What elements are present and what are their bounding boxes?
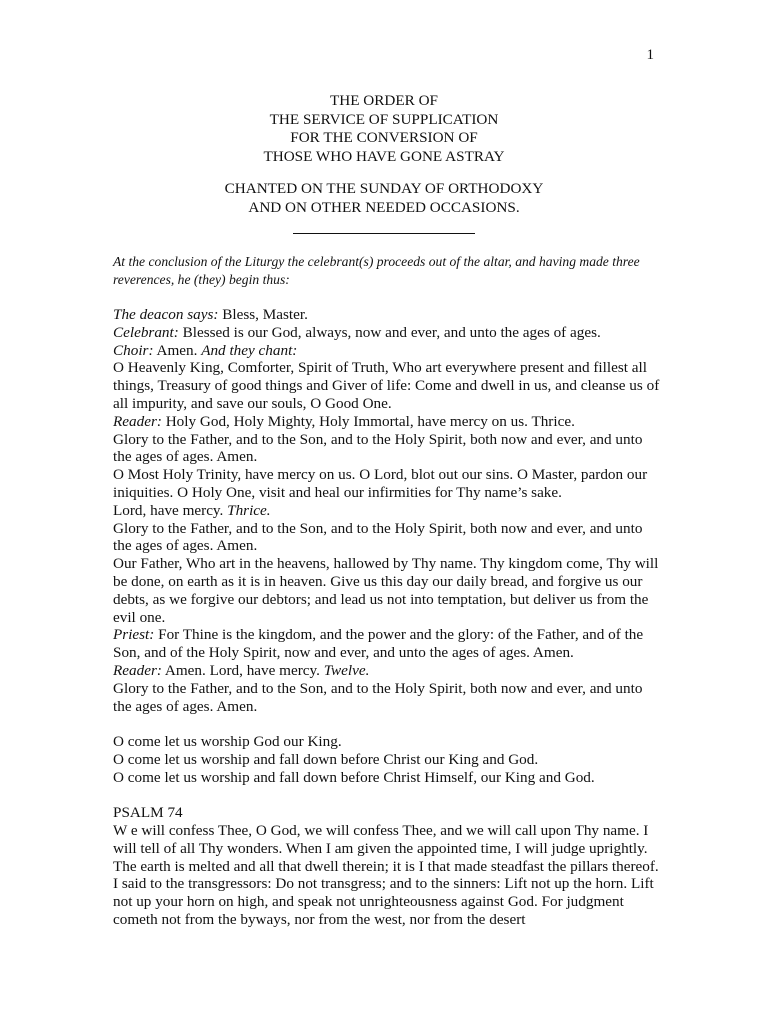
reader-amen-line — [113, 662, 661, 680]
deacon-text: Bless, Master. — [218, 305, 308, 323]
celebrant-line — [113, 324, 661, 342]
subtitle-line: AND ON OTHER NEEDED OCCASIONS. — [248, 198, 520, 216]
twelve-rubric: Twelve. — [323, 661, 370, 679]
psalm-heading: PSALM 74 — [113, 804, 183, 822]
glory-doxology: Glory to the Father, and to the Son, and to the Holy Spirit, both now and ever, and unto the ages of ages. Amen. — [113, 519, 643, 555]
heavenly-king-prayer: O Heavenly King, Comforter, Spirit of Truth, Who art everywhere present and fillest all things, Treasury of good things and Giver of life: Come and dwell in us, and cleanse us of all impurity, and save our souls, O Good One. — [113, 359, 660, 412]
celebrant-label: Celebrant: — [113, 323, 179, 341]
come-worship-line: O come let us worship and fall down before Christ Himself, our King and God. — [113, 768, 595, 786]
reader-trisagion-line — [113, 413, 661, 431]
glory-doxology: Glory to the Father, and to the Son, and to the Holy Spirit, both now and ever, and unto the ages of ages. Amen. — [113, 679, 643, 715]
choir-label: Choir: — [113, 341, 154, 359]
celebrant-text: Blessed is our God, always, now and ever, and unto the ages of ages. — [178, 323, 601, 341]
reader-amen-text: Amen. Lord, have mercy. — [161, 661, 324, 679]
priest-line — [113, 626, 661, 662]
title-line: THOSE WHO HAVE GONE ASTRAY — [263, 147, 505, 165]
choir-amen: Amen. — [153, 341, 202, 359]
page-number: 1 — [646, 47, 654, 63]
title-divider — [293, 233, 475, 234]
title-line: THE SERVICE OF SUPPLICATION — [269, 110, 499, 128]
choir-line — [113, 342, 661, 360]
choir-rubric: And they chant: — [201, 341, 298, 359]
psalm-text: W e will confess Thee, O God, we will confess Thee, and we will call upon Thy name. I will tell of all Thy wonders. When I am given the appointed time, I will judge uprightly. The earth is melted and all that dwell therein; it is I that made steadfast the pillars thereof. I said to the transgressors: Do not transgress; and to the sinners: Lift not up the horn. Lift not up your horn on high, and speak not unrighteousness against God. For judgment cometh not from the byways, nor from the west, nor from the desert — [113, 822, 659, 929]
reader-label: Reader: — [113, 412, 162, 430]
deacon-label: The deacon says: — [113, 305, 219, 323]
trinity-prayer: O Most Holy Trinity, have mercy on us. O Lord, blot out our sins. O Master, pardon our iniquities. O Holy One, visit and heal our infirmities for Thy name’s sake. — [113, 466, 648, 501]
rubric-intro: At the conclusion of the Liturgy the celebrant(s) proceeds out of the altar, and having made three reverences, he (they) begin thus: — [113, 254, 640, 287]
document-body — [113, 253, 661, 929]
priest-text: For Thine is the kingdom, and the power and the glory: of the Father, and of the Son, and of the Holy Spirit, now and ever, and unto the ages of ages. Amen. — [113, 626, 644, 662]
title-line: THE ORDER OF — [329, 92, 438, 109]
title-line: FOR THE CONVERSION OF — [290, 129, 478, 147]
lord-have-mercy-line — [113, 502, 661, 520]
reader-label: Reader: — [113, 661, 162, 679]
priest-label: Priest: — [113, 626, 155, 644]
glory-doxology: Glory to the Father, and to the Son, and to the Holy Spirit, both now and ever, and unto the ages of ages. Amen. — [113, 430, 643, 466]
thrice-rubric: Thrice. — [227, 501, 271, 519]
lords-prayer: Our Father, Who art in the heavens, hallowed by Thy name. Thy kingdom come, Thy will be done, on earth as it is in heaven. Give us this day our daily bread, and forgive us our debts, as we forgive our debtors; and lead us not into temptation, but deliver us from the evil one. — [113, 555, 659, 626]
document-subtitle — [0, 180, 768, 217]
subtitle-line: CHANTED ON THE SUNDAY OF ORTHODOXY — [224, 180, 544, 197]
come-worship-line: O come let us worship and fall down before Christ our King and God. — [113, 750, 539, 768]
come-worship-line: O come let us worship God our King. — [113, 733, 342, 751]
deacon-line — [113, 306, 661, 324]
document-title — [0, 92, 768, 166]
trisagion-text: Holy God, Holy Mighty, Holy Immortal, have mercy on us. Thrice. — [161, 412, 575, 430]
lord-mercy-text: Lord, have mercy. — [113, 501, 228, 519]
